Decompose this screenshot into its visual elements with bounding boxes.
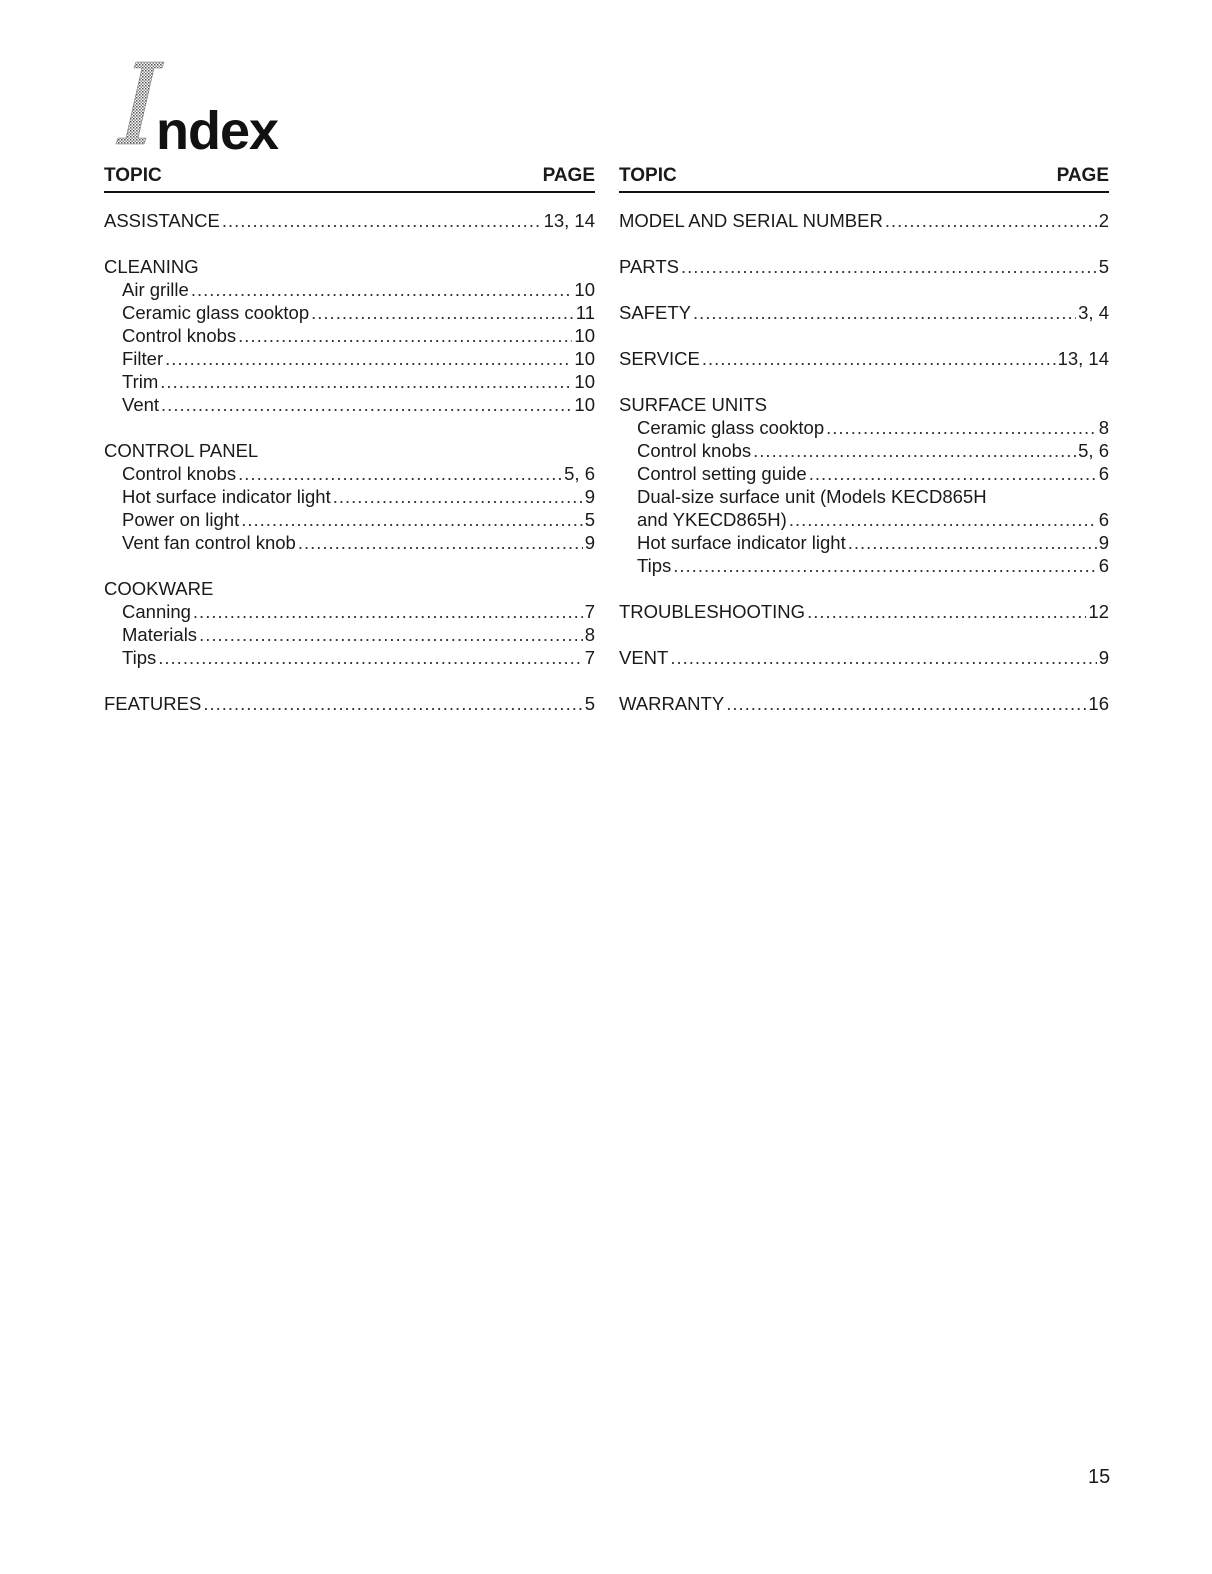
dot-leader [203,692,582,715]
entry-topic: SURFACE UNITS [619,394,768,415]
index-column-left [104,163,595,738]
index-subentry [104,600,595,623]
entry-topic: Control setting guide [637,463,807,484]
entry-topic: Filter [122,348,164,369]
dot-leader [333,485,583,508]
entry-page: 10 [574,348,595,369]
index-subentry [104,393,595,416]
dot-leader [809,462,1097,485]
index-subentry [104,623,595,646]
entry-topic: Tips [637,555,672,576]
entry-page: 6 [1098,463,1109,484]
index-group [619,646,1109,669]
entry-topic: SAFETY [619,302,691,323]
topic-header: TOPIC [619,165,677,186]
index-subentry [104,485,595,508]
dot-leader [161,393,572,416]
dot-leader [670,646,1096,669]
dot-leader [238,324,572,347]
index-group [619,393,1109,577]
entry-page: 10 [574,371,595,392]
entry-topic: ASSISTANCE [104,210,220,231]
entry-page: 8 [1098,417,1109,438]
entry-page: 10 [574,279,595,300]
entry-topic: Vent [122,394,160,415]
column-header [619,163,1109,193]
index-entries [104,209,595,715]
entry-topic: Canning [122,601,191,622]
index-subentry [619,531,1109,554]
index-group [104,255,595,416]
dot-leader [726,692,1086,715]
entry-page: 5 [584,693,595,714]
index-entry [619,301,1109,324]
index-subentry [104,462,595,485]
entry-topic: Dual-size surface unit (Models KECD865H [637,486,987,507]
dot-leader [241,508,582,531]
dot-leader [848,531,1097,554]
index-subentry [619,416,1109,439]
dot-leader [753,439,1076,462]
dot-leader [673,554,1096,577]
entry-page: 13, 14 [1057,348,1109,369]
page-header: PAGE [542,165,595,186]
index-entry [619,209,1109,232]
index-entries [619,209,1109,715]
dot-leader [789,508,1097,531]
page-number: 15 [1088,1466,1111,1488]
entry-topic: Materials [122,624,198,645]
index-subentry [104,370,595,393]
index-entry [619,347,1109,370]
index-group [619,600,1109,623]
entry-topic: Tips [122,647,157,668]
entry-page: 7 [584,601,595,622]
index-group [619,301,1109,324]
index-entry [104,577,595,600]
entry-page: 12 [1088,601,1109,622]
dot-leader [702,347,1056,370]
entry-page: 2 [1098,210,1109,231]
index-subentry [104,508,595,531]
entry-page: 5, 6 [1078,440,1109,461]
entry-page: 6 [1098,509,1109,530]
index-column-right [619,163,1109,738]
index-group [104,439,595,554]
entry-topic: MODEL AND SERIAL NUMBER [619,210,883,231]
index-group [104,209,595,232]
index-entry [104,255,595,278]
index-subentry [619,439,1109,462]
title-text: ndex [156,101,279,161]
index-subentry [104,646,595,669]
column-header [104,163,595,193]
index-entry [619,255,1109,278]
entry-page: 9 [584,532,595,553]
page-header: PAGE [1056,165,1109,186]
index-group [619,255,1109,278]
entry-topic: CONTROL PANEL [104,440,259,461]
entry-topic: TROUBLESHOOTING [619,601,806,622]
entry-page: 5, 6 [564,463,595,484]
entry-topic: and YKECD865H) [637,509,787,530]
entry-page: 9 [1098,647,1109,668]
index-entry [619,600,1109,623]
index-entry [619,646,1109,669]
index-subentry [619,508,1109,531]
entry-topic: Control knobs [122,325,237,346]
entry-page: 10 [574,325,595,346]
entry-page: 13, 14 [543,210,595,231]
index-group [619,209,1109,232]
entry-topic: CLEANING [104,256,199,277]
dot-leader [193,600,583,623]
entry-page: 10 [574,394,595,415]
entry-topic: PARTS [619,256,679,277]
dot-leader [298,531,583,554]
index-entry [104,439,595,462]
index-subentry [619,462,1109,485]
dot-leader [693,301,1076,324]
dot-leader [158,646,582,669]
entry-topic: WARRANTY [619,693,725,714]
dot-leader [160,370,572,393]
dot-leader [311,301,574,324]
entry-topic: Hot surface indicator light [637,532,846,553]
index-entry [619,692,1109,715]
entry-page: 3, 4 [1078,302,1109,323]
entry-topic: Control knobs [637,440,752,461]
entry-topic: Power on light [122,509,240,530]
topic-header: TOPIC [104,165,162,186]
entry-page: 5 [1098,256,1109,277]
entry-topic: Air grille [122,279,189,300]
index-subentry [104,324,595,347]
dot-leader [681,255,1097,278]
index-subentry [104,347,595,370]
dot-leader [238,462,562,485]
entry-page: 6 [1098,555,1109,576]
entry-page: 7 [584,647,595,668]
entry-page: 9 [1098,532,1109,553]
index-group [619,347,1109,370]
index-group [104,577,595,669]
dot-leader [199,623,583,646]
entry-topic: Vent fan control knob [122,532,296,553]
entry-topic: SERVICE [619,348,700,369]
dot-leader [826,416,1097,439]
entry-page: 5 [584,509,595,530]
index-group [619,692,1109,715]
dot-leader [885,209,1097,232]
dot-leader [191,278,573,301]
index-subentry [104,278,595,301]
dot-leader [165,347,572,370]
dot-leader [807,600,1086,623]
entry-topic: Control knobs [122,463,237,484]
dot-leader [222,209,542,232]
entry-topic: Trim [122,371,159,392]
entry-topic: FEATURES [104,693,202,714]
index-subentry [619,554,1109,577]
entry-topic: COOKWARE [104,578,214,599]
entry-topic: Ceramic glass cooktop [122,302,310,323]
index-entry [104,692,595,715]
entry-topic: Ceramic glass cooktop [637,417,825,438]
index-subentry [104,531,595,554]
index-group [104,692,595,715]
entry-page: 11 [575,302,595,323]
entry-topic: Hot surface indicator light [122,486,331,507]
entry-page: 9 [584,486,595,507]
index-subentry [104,301,595,324]
index-subentry [619,485,1109,508]
entry-topic: VENT [619,647,669,668]
index-entry [619,393,1109,416]
entry-page: 16 [1088,693,1109,714]
index-entry [104,209,595,232]
entry-page: 8 [584,624,595,645]
